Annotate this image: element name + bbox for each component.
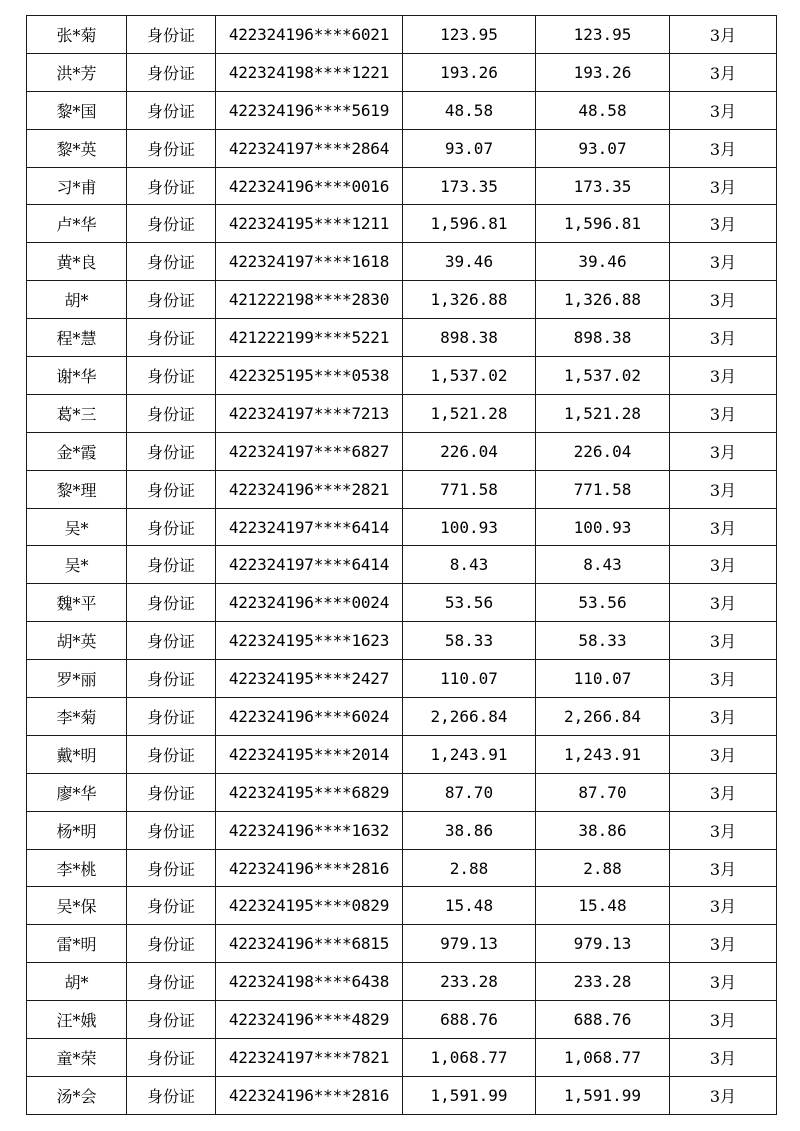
- name-cell: 吴*: [27, 546, 127, 584]
- amount-cell: 110.07: [403, 660, 536, 698]
- name-cell: 戴*明: [27, 735, 127, 773]
- table-row: [27, 91, 777, 129]
- amount-cell: 173.35: [403, 167, 536, 205]
- id-number-cell: 422324196****0016: [216, 167, 403, 205]
- amount-cell: 48.58: [403, 91, 536, 129]
- id-number-cell: 422324198****6438: [216, 963, 403, 1001]
- id-type-cell: 身份证: [127, 167, 216, 205]
- table-row: [27, 394, 777, 432]
- amount-cell: 979.13: [403, 925, 536, 963]
- amount-cell: 39.46: [403, 243, 536, 281]
- month-cell: 3月: [670, 91, 777, 129]
- month-cell: 3月: [670, 432, 777, 470]
- name-cell: 张*菊: [27, 16, 127, 54]
- id-type-cell: 身份证: [127, 773, 216, 811]
- name-cell: 童*荣: [27, 1039, 127, 1077]
- id-type-cell: 身份证: [127, 1076, 216, 1114]
- amount-paid-cell: 93.07: [536, 129, 670, 167]
- id-number-cell: 422324195****1211: [216, 205, 403, 243]
- amount-paid-cell: 38.86: [536, 811, 670, 849]
- amount-paid-cell: 39.46: [536, 243, 670, 281]
- month-cell: 3月: [670, 357, 777, 395]
- amount-cell: 123.95: [403, 16, 536, 54]
- month-cell: 3月: [670, 319, 777, 357]
- name-cell: 黎*国: [27, 91, 127, 129]
- amount-cell: 1,596.81: [403, 205, 536, 243]
- amount-paid-cell: 173.35: [536, 167, 670, 205]
- id-number-cell: 422324195****2014: [216, 735, 403, 773]
- month-cell: 3月: [670, 584, 777, 622]
- amount-cell: 233.28: [403, 963, 536, 1001]
- amount-paid-cell: 53.56: [536, 584, 670, 622]
- id-number-cell: 421222198****2830: [216, 281, 403, 319]
- table-row: [27, 205, 777, 243]
- month-cell: 3月: [670, 849, 777, 887]
- month-cell: 3月: [670, 963, 777, 1001]
- amount-cell: 38.86: [403, 811, 536, 849]
- table-row: [27, 698, 777, 736]
- id-type-cell: 身份证: [127, 508, 216, 546]
- table-row: [27, 167, 777, 205]
- table-row: [27, 1076, 777, 1114]
- id-type-cell: 身份证: [127, 660, 216, 698]
- name-cell: 习*甫: [27, 167, 127, 205]
- table-row: [27, 622, 777, 660]
- month-cell: 3月: [670, 470, 777, 508]
- id-type-cell: 身份证: [127, 91, 216, 129]
- table-row: [27, 1039, 777, 1077]
- id-type-cell: 身份证: [127, 470, 216, 508]
- table-row: [27, 546, 777, 584]
- amount-paid-cell: 2,266.84: [536, 698, 670, 736]
- name-cell: 吴*: [27, 508, 127, 546]
- id-type-cell: 身份证: [127, 394, 216, 432]
- id-number-cell: 422324196****0024: [216, 584, 403, 622]
- table-row: [27, 584, 777, 622]
- amount-paid-cell: 1,596.81: [536, 205, 670, 243]
- id-type-cell: 身份证: [127, 698, 216, 736]
- amount-cell: 58.33: [403, 622, 536, 660]
- table-row: [27, 811, 777, 849]
- name-cell: 卢*华: [27, 205, 127, 243]
- table-row: [27, 925, 777, 963]
- amount-paid-cell: 233.28: [536, 963, 670, 1001]
- amount-paid-cell: 1,243.91: [536, 735, 670, 773]
- id-number-cell: 422324197****6414: [216, 508, 403, 546]
- month-cell: 3月: [670, 167, 777, 205]
- month-cell: 3月: [670, 773, 777, 811]
- id-number-cell: 422324195****0829: [216, 887, 403, 925]
- id-type-cell: 身份证: [127, 53, 216, 91]
- month-cell: 3月: [670, 508, 777, 546]
- id-type-cell: 身份证: [127, 925, 216, 963]
- name-cell: 胡*: [27, 963, 127, 1001]
- amount-cell: 15.48: [403, 887, 536, 925]
- name-cell: 胡*: [27, 281, 127, 319]
- month-cell: 3月: [670, 281, 777, 319]
- month-cell: 3月: [670, 1076, 777, 1114]
- id-type-cell: 身份证: [127, 16, 216, 54]
- amount-cell: 1,537.02: [403, 357, 536, 395]
- id-type-cell: 身份证: [127, 546, 216, 584]
- amount-cell: 2.88: [403, 849, 536, 887]
- amount-cell: 53.56: [403, 584, 536, 622]
- name-cell: 金*霞: [27, 432, 127, 470]
- id-number-cell: 422325195****0538: [216, 357, 403, 395]
- name-cell: 罗*丽: [27, 660, 127, 698]
- id-type-cell: 身份证: [127, 129, 216, 167]
- name-cell: 胡*英: [27, 622, 127, 660]
- name-cell: 李*桃: [27, 849, 127, 887]
- id-number-cell: 421222199****5221: [216, 319, 403, 357]
- month-cell: 3月: [670, 887, 777, 925]
- table-row: [27, 319, 777, 357]
- name-cell: 廖*华: [27, 773, 127, 811]
- id-number-cell: 422324195****1623: [216, 622, 403, 660]
- amount-paid-cell: 193.26: [536, 53, 670, 91]
- amount-paid-cell: 58.33: [536, 622, 670, 660]
- amount-paid-cell: 771.58: [536, 470, 670, 508]
- month-cell: 3月: [670, 546, 777, 584]
- id-type-cell: 身份证: [127, 963, 216, 1001]
- id-type-cell: 身份证: [127, 887, 216, 925]
- id-type-cell: 身份证: [127, 849, 216, 887]
- table-row: [27, 887, 777, 925]
- subsidy-table: [26, 15, 777, 1115]
- id-type-cell: 身份证: [127, 735, 216, 773]
- id-number-cell: 422324196****1632: [216, 811, 403, 849]
- id-number-cell: 422324196****6024: [216, 698, 403, 736]
- table-row: [27, 1001, 777, 1039]
- name-cell: 黎*理: [27, 470, 127, 508]
- amount-cell: 1,243.91: [403, 735, 536, 773]
- name-cell: 杨*明: [27, 811, 127, 849]
- amount-paid-cell: 2.88: [536, 849, 670, 887]
- id-number-cell: 422324197****7821: [216, 1039, 403, 1077]
- table-row: [27, 16, 777, 54]
- id-number-cell: 422324196****5619: [216, 91, 403, 129]
- amount-paid-cell: 226.04: [536, 432, 670, 470]
- table-row: [27, 432, 777, 470]
- table-body: [27, 16, 777, 1115]
- amount-cell: 1,326.88: [403, 281, 536, 319]
- amount-cell: 226.04: [403, 432, 536, 470]
- amount-paid-cell: 1,068.77: [536, 1039, 670, 1077]
- name-cell: 黄*良: [27, 243, 127, 281]
- amount-cell: 1,068.77: [403, 1039, 536, 1077]
- name-cell: 黎*英: [27, 129, 127, 167]
- table-row: [27, 243, 777, 281]
- month-cell: 3月: [670, 735, 777, 773]
- amount-paid-cell: 1,591.99: [536, 1076, 670, 1114]
- id-number-cell: 422324197****2864: [216, 129, 403, 167]
- amount-cell: 898.38: [403, 319, 536, 357]
- month-cell: 3月: [670, 811, 777, 849]
- table-row: [27, 963, 777, 1001]
- month-cell: 3月: [670, 205, 777, 243]
- name-cell: 谢*华: [27, 357, 127, 395]
- month-cell: 3月: [670, 394, 777, 432]
- amount-paid-cell: 1,537.02: [536, 357, 670, 395]
- amount-cell: 771.58: [403, 470, 536, 508]
- table-row: [27, 735, 777, 773]
- amount-paid-cell: 8.43: [536, 546, 670, 584]
- name-cell: 吴*保: [27, 887, 127, 925]
- month-cell: 3月: [670, 53, 777, 91]
- amount-cell: 87.70: [403, 773, 536, 811]
- amount-cell: 1,521.28: [403, 394, 536, 432]
- table-row: [27, 357, 777, 395]
- amount-paid-cell: 979.13: [536, 925, 670, 963]
- amount-paid-cell: 688.76: [536, 1001, 670, 1039]
- month-cell: 3月: [670, 129, 777, 167]
- amount-cell: 1,591.99: [403, 1076, 536, 1114]
- name-cell: 魏*平: [27, 584, 127, 622]
- table-row: [27, 508, 777, 546]
- table-row: [27, 53, 777, 91]
- id-type-cell: 身份证: [127, 243, 216, 281]
- amount-paid-cell: 123.95: [536, 16, 670, 54]
- amount-paid-cell: 100.93: [536, 508, 670, 546]
- id-number-cell: 422324196****2821: [216, 470, 403, 508]
- id-type-cell: 身份证: [127, 622, 216, 660]
- id-number-cell: 422324196****4829: [216, 1001, 403, 1039]
- name-cell: 汪*娥: [27, 1001, 127, 1039]
- name-cell: 汤*会: [27, 1076, 127, 1114]
- month-cell: 3月: [670, 925, 777, 963]
- amount-paid-cell: 898.38: [536, 319, 670, 357]
- month-cell: 3月: [670, 1001, 777, 1039]
- table-row: [27, 129, 777, 167]
- id-number-cell: 422324197****6414: [216, 546, 403, 584]
- id-type-cell: 身份证: [127, 319, 216, 357]
- amount-cell: 193.26: [403, 53, 536, 91]
- id-type-cell: 身份证: [127, 281, 216, 319]
- name-cell: 雷*明: [27, 925, 127, 963]
- amount-cell: 93.07: [403, 129, 536, 167]
- table-row: [27, 281, 777, 319]
- id-number-cell: 422324197****1618: [216, 243, 403, 281]
- name-cell: 葛*三: [27, 394, 127, 432]
- month-cell: 3月: [670, 622, 777, 660]
- id-number-cell: 422324196****6815: [216, 925, 403, 963]
- id-type-cell: 身份证: [127, 205, 216, 243]
- amount-cell: 2,266.84: [403, 698, 536, 736]
- id-type-cell: 身份证: [127, 357, 216, 395]
- id-number-cell: 422324196****2816: [216, 849, 403, 887]
- id-type-cell: 身份证: [127, 811, 216, 849]
- name-cell: 程*慧: [27, 319, 127, 357]
- table-row: [27, 773, 777, 811]
- id-number-cell: 422324197****6827: [216, 432, 403, 470]
- month-cell: 3月: [670, 698, 777, 736]
- id-number-cell: 422324196****2816: [216, 1076, 403, 1114]
- id-number-cell: 422324195****6829: [216, 773, 403, 811]
- amount-cell: 100.93: [403, 508, 536, 546]
- amount-paid-cell: 87.70: [536, 773, 670, 811]
- table-row: [27, 660, 777, 698]
- name-cell: 洪*芳: [27, 53, 127, 91]
- amount-cell: 688.76: [403, 1001, 536, 1039]
- id-type-cell: 身份证: [127, 1001, 216, 1039]
- month-cell: 3月: [670, 1039, 777, 1077]
- amount-paid-cell: 1,326.88: [536, 281, 670, 319]
- month-cell: 3月: [670, 243, 777, 281]
- name-cell: 李*菊: [27, 698, 127, 736]
- table-row: [27, 470, 777, 508]
- month-cell: 3月: [670, 16, 777, 54]
- amount-paid-cell: 15.48: [536, 887, 670, 925]
- amount-paid-cell: 110.07: [536, 660, 670, 698]
- id-type-cell: 身份证: [127, 1039, 216, 1077]
- id-number-cell: 422324198****1221: [216, 53, 403, 91]
- amount-paid-cell: 48.58: [536, 91, 670, 129]
- amount-cell: 8.43: [403, 546, 536, 584]
- id-number-cell: 422324195****2427: [216, 660, 403, 698]
- id-number-cell: 422324197****7213: [216, 394, 403, 432]
- amount-paid-cell: 1,521.28: [536, 394, 670, 432]
- id-number-cell: 422324196****6021: [216, 16, 403, 54]
- table-row: [27, 849, 777, 887]
- month-cell: 3月: [670, 660, 777, 698]
- id-type-cell: 身份证: [127, 432, 216, 470]
- id-type-cell: 身份证: [127, 584, 216, 622]
